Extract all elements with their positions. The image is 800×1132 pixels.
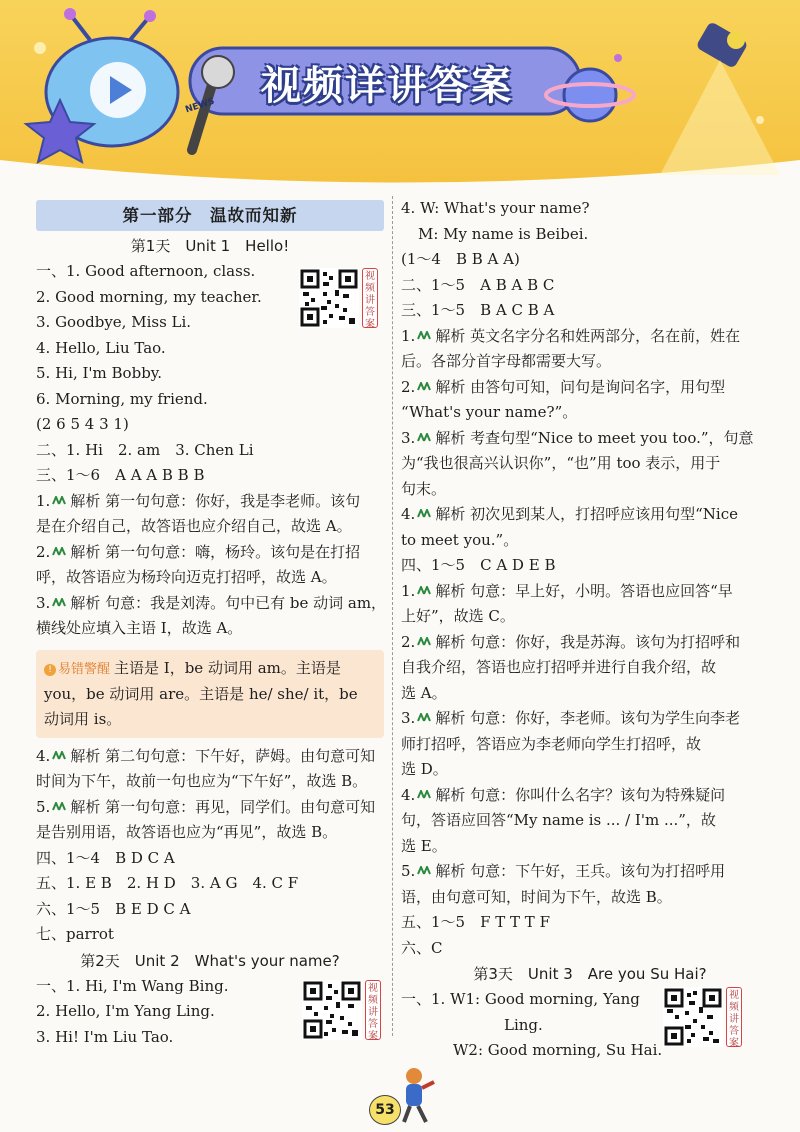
analysis-item: 3. 解析 句意：你好，李老师。该句为学生向李老 师打招呼，答语应为李老师向学生打招呼，故 选 D。	[401, 709, 741, 778]
answer-line: 3. Hi! I'm Liu Tao.	[36, 1027, 174, 1046]
answer-line: 3. Goodbye, Miss Li.	[36, 313, 192, 331]
answer-line: 三、1～6 A A A B B B	[36, 466, 205, 484]
page-number: 53	[369, 1095, 401, 1125]
analysis-item: 2. 解析 句意：你好，我是苏海。该句为打招呼和 自我介绍，答语也应打招呼并进行自我介绍，故 选 A。	[401, 632, 741, 702]
answer-line: 七、parrot	[36, 925, 114, 943]
pencil-icon	[52, 751, 66, 760]
analysis-item: 3. 解析 考查句型“Nice to meet you too.”，句意 为“我也很高兴认识你”，“也”用 too 表示，用于 句末。	[401, 428, 754, 498]
warning-label: 易错警醒	[58, 661, 111, 677]
pencil-icon	[52, 496, 66, 505]
pencil-icon	[417, 866, 431, 875]
warning-box: ! 易错警醒 主语是 I，be 动词用 am。主语是 you，be 动词用 are。主语是 he/ she/ it，be 动词用 is。	[36, 650, 384, 738]
answer-line: 五、1～5 F T T T F	[401, 913, 550, 931]
unit2-title: 第2天 Unit 2 What's your name?	[80, 951, 340, 970]
qr-code-icon	[299, 268, 359, 328]
analysis-item: 1. 解析 英文名字分名和姓两部分，名在前，姓在 后。各部分首字母都需要大写。	[401, 326, 741, 370]
qr-caption: 视 频 讲 答 案	[726, 987, 742, 1047]
pencil-icon	[417, 433, 431, 442]
answer-line: 二、1～5 A B A B C	[401, 275, 555, 294]
pencil-icon	[417, 790, 431, 799]
answer-line: 三、1～5 B A C B A	[401, 301, 555, 319]
column-divider	[392, 196, 393, 1036]
analysis-item: 5. 解析 第一句句意：再见，同学们。由句意可知 是告别用语，故答语也应为“再见”，故选 B。	[36, 797, 376, 841]
analysis-item: 1. 解析 句意：早上好，小明。答语也应回答“早 上好”，故选 C。	[401, 581, 733, 625]
answer-line: (1～4 B B A A)	[401, 250, 520, 268]
pencil-icon	[417, 637, 431, 646]
unit1-title: 第1天 Unit 1 Hello!	[130, 237, 290, 255]
answer-line: 一、1. Hi, I'm Wang Bing.	[36, 976, 229, 995]
header-banner	[0, 0, 800, 190]
answer-line: 5. Hi, I'm Bobby.	[36, 364, 163, 382]
banner-title: 视频详讲答案	[261, 63, 513, 109]
warning-icon: !	[44, 664, 56, 676]
answer-line: 一、1. Good afternoon, class.	[36, 262, 256, 280]
answer-line: Ling.	[504, 1015, 543, 1034]
answer-line: (2 6 5 4 3 1)	[36, 415, 129, 433]
answer-line: 6. Morning, my friend.	[36, 389, 208, 408]
qr-caption: 视 频 讲 答 案	[365, 980, 381, 1040]
analysis-item: 1. 解析 第一句句意：你好，我是李老师。该句 是在介绍自己，故答语也应介绍自己，故选 A。	[36, 491, 361, 535]
pencil-icon	[417, 509, 431, 518]
qr-code-icon	[663, 987, 723, 1047]
answer-line: 二、1. Hi 2. am 3. Chen Li	[36, 440, 254, 459]
analysis-item: 2. 解析 第一句句意：嗨，杨玲。该句是在打招 呼，故答语应为杨玲向迈克打招呼，故选 A。	[36, 542, 361, 586]
answer-line: 四、1～5 C A D E B	[401, 556, 556, 574]
qr-caption: 视 频 讲 答 案	[362, 268, 378, 328]
answer-line: W2: Good morning, Su Hai.	[453, 1041, 663, 1059]
answer-line: M: My name is Beibei.	[418, 224, 589, 243]
answer-line: 六、C	[401, 938, 443, 957]
pencil-icon	[417, 331, 431, 340]
pencil-icon	[417, 713, 431, 722]
pencil-icon	[52, 547, 66, 556]
analysis-item: 5. 解析 句意：下午好，王兵。该句为打招呼用 语，由句意可知，时间为下午，故选 B。	[401, 862, 726, 906]
news-label: NEWS	[184, 96, 216, 116]
answer-line: 一、1. W1: Good morning, Yang	[401, 990, 640, 1008]
pencil-icon	[417, 586, 431, 595]
answer-line: 4. Hello, Liu Tao.	[36, 338, 166, 357]
answer-line: 2. Good morning, my teacher.	[36, 287, 262, 306]
qr-code-icon	[302, 980, 362, 1040]
answer-line: 2. Hello, I'm Yang Ling.	[36, 1002, 215, 1020]
pencil-icon	[417, 382, 431, 391]
answer-line: 四、1～4 B D C A	[36, 848, 175, 867]
pencil-icon	[52, 598, 66, 607]
pencil-icon	[52, 802, 66, 811]
answer-line: 六、1～5 B E D C A	[36, 899, 191, 918]
analysis-item: 4. 解析 句意：你叫什么名字？该句为特殊疑问 句，答语应回答“My name is ... / I'm ...”，故 选 E。	[401, 785, 726, 855]
analysis-item: 3. 解析 句意：我是刘涛。句中已有 be 动词 am， 横线处应填入主语 I，故选 A。	[36, 593, 387, 637]
answer-line: 五、1. E B 2. H D 3. A G 4. C F	[36, 874, 299, 892]
analysis-item: 4. 解析 初次见到某人，打招呼应该用句型“Nice to meet you.”。	[401, 505, 738, 549]
analysis-item: 2. 解析 由答句可知，问句是询问名字，用句型 “What's your name?”。	[401, 377, 726, 421]
analysis-item: 4. 解析 第二句句意：下午好，萨姆。由句意可知 时间为下午，故前一句也应为“下午好”，故选 B。	[36, 746, 376, 790]
section-title: 第一部分 温故而知新	[36, 200, 384, 231]
unit3-title: 第3天 Unit 3 Are you Su Hai?	[473, 965, 707, 983]
mascot-icon	[396, 1066, 436, 1126]
right-column	[401, 196, 779, 1064]
answer-line: 4. W: What's your name?	[401, 199, 590, 217]
